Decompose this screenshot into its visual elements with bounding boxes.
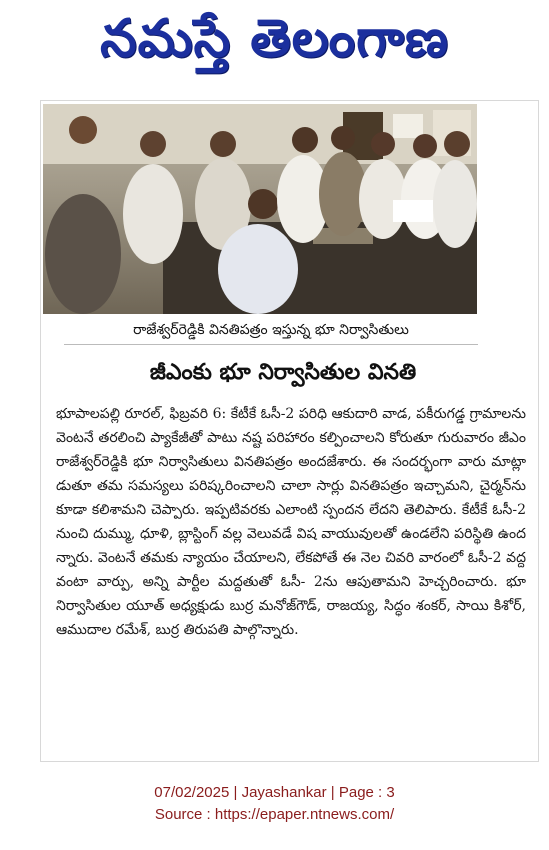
footer-source: Source : https://epaper.ntnews.com/: [154, 806, 395, 823]
article-body: భూపాలపల్లి రూరల్, ఫిబ్రవరి 6: కేటీకే ఓసీ-2 పరిధి ఆకుదారి వాడ, పకీరుగడ్డ గ్రామాలను వెంటనే తరలించి ప్యాకేజీతో పాటు నష్ట పరిహారం కల్పించాలని కోరుతూ గురువారం జీఎం రాజేశ్వర్‌రెడ్డికి భూ నిర్వాసితులు వినతిపత్రం అందజేశారు. ఈ సందర్భంగా వారు మాట్లా డుతూ తమ సమస్యలు పరిష్కరించాలని చాలా సార్లు వినతిపత్రం ఇచ్చామని, చైర్మన్‌ను కూడా కలిశామని చెప్పారు. ఇప్పటివరకు ఎలాంటి స్పందన లేదని తెలిపారు. కేటీకే ఓసీ-2 నుంచి దుమ్ము, ధూళి, బ్లాస్టింగ్ వల్ల వెలువడే విష వాయువులతో ఉండలేని పరిస్థితి ఉంద న్నారు. వెంటనే తమకు న్యాయం చేయాలని, లేకపోతే ఈ నెల చివరి వారంలో ఓసీ-2 వద్ద వంటా వార్పు, అన్ని పార్టీల మద్దతుతో ఓసీ- 2ను ఆపుతామని హెచ్చరించారు. భూ నిర్వాసితుల యూత్ అధ్యక్షుడు బుర్ర మనోజ్‌గౌడ్, రాజయ్య, సిద్ధం శంకర్, సాయి కిశోర్, ఆముదాల రమేశ్, బుర్ర తిరుపతి పాల్గొన్నారు.: [56, 406, 526, 638]
photo-illustration: [43, 104, 477, 314]
clipping-footer: [0, 782, 549, 826]
footer-date-edition: 07/02/2025 | Jayashankar | Page : 3: [154, 784, 395, 801]
newspaper-masthead: [0, 0, 549, 90]
photo-caption: రాజేశ్వర్‌రెడ్డికి వినతిపత్రం ఇస్తున్న భూ నిర్వాసితులు: [64, 318, 478, 345]
masthead-title: నమస్తే తెలంగాణ: [100, 8, 449, 69]
article-headline: జీఎంకు భూ నిర్వాసితుల వినతి: [149, 360, 417, 385]
news-photo: [43, 104, 477, 314]
